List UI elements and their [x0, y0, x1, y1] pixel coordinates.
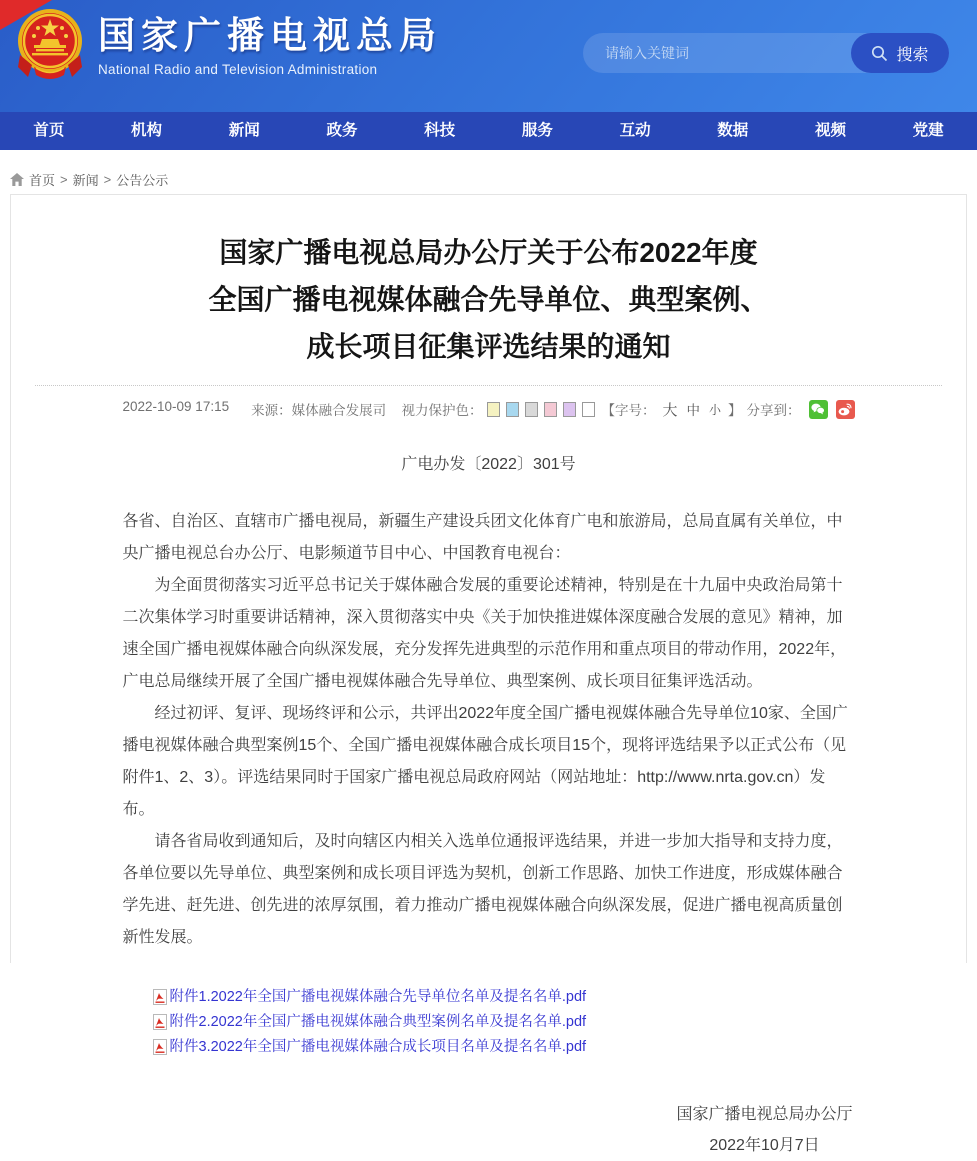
- site-title: 国家广播电视总局: [98, 15, 442, 56]
- main-nav: [0, 112, 977, 150]
- national-emblem-icon: [16, 7, 84, 81]
- eye-color-swatch-white[interactable]: [582, 402, 595, 417]
- search-bar: [583, 33, 949, 73]
- meta-left: [123, 399, 387, 419]
- pdf-icon: [153, 989, 167, 1005]
- attachment-link-2[interactable]: 附件2.2022年全国广播电视媒体融合典型案例名单及提名名单.pdf: [169, 1013, 587, 1030]
- breadcrumb-announcements[interactable]: 公告公示: [116, 172, 169, 188]
- breadcrumb: [0, 150, 977, 194]
- breadcrumb-home[interactable]: 首页: [29, 172, 56, 188]
- nav-item-video[interactable]: 视频: [814, 122, 846, 139]
- share-weibo-button[interactable]: [836, 400, 855, 419]
- nav-item-interact[interactable]: 互动: [619, 122, 651, 139]
- nav-item-data[interactable]: 数据: [717, 122, 749, 139]
- nav-item-gov[interactable]: 政务: [326, 122, 358, 139]
- nav-item-tech[interactable]: 科技: [424, 122, 456, 139]
- publish-time: 2022-10-09 17:15: [122, 399, 230, 414]
- weibo-icon: [838, 403, 852, 416]
- search-input[interactable]: [583, 33, 851, 73]
- font-size-label-close: 】: [728, 403, 742, 418]
- attachments-list: [153, 984, 855, 1059]
- site-header: [0, 0, 977, 112]
- title-line-2: 全国广播电视媒体融合先导单位、典型案例、: [208, 284, 769, 315]
- breadcrumb-separator: >: [103, 171, 112, 187]
- title-separator: [35, 385, 942, 386]
- pdf-icon: [153, 1014, 167, 1030]
- article-card: [10, 194, 967, 1154]
- nav-item-news[interactable]: 新闻: [228, 122, 260, 139]
- body-paragraph-1: 为全面贯彻落实习近平总书记关于媒体融合发展的重要论述精神，特别是在十九届中央政治局第十二次集体学习时重要讲话精神，深入贯彻落实中央《关于加快推进媒体深度融合发展的意见》精神，加速全国广播电视媒体融合向纵深发展，充分发挥先进典型的示范作用和重点项目的带动作用，2022年，广电总局继续开展了全国广播电视媒体融合先导单位、典型案例、成长项目征集评选活动。: [122, 577, 847, 690]
- article-meta-row: [123, 396, 855, 422]
- eye-color-swatch-pink[interactable]: [544, 402, 557, 417]
- share-label: 分享到：: [746, 403, 801, 418]
- site-subtitle-en: National Radio and Television Administration: [98, 62, 378, 77]
- nav-item-party[interactable]: 党建: [912, 122, 944, 139]
- font-size-label-open: 【字号：: [601, 403, 656, 418]
- eye-color-swatch-purple[interactable]: [563, 402, 576, 417]
- font-size-small[interactable]: 小: [708, 402, 721, 417]
- title-line-3: 成长项目征集评选结果的通知: [306, 331, 671, 362]
- font-size-medium[interactable]: 中: [686, 403, 700, 418]
- address-paragraph: 各省、自治区、直辖市广播电视局，新疆生产建设兵团文化体育广电和旅游局，总局直属有关单位，中央广播电视总台办公厅、电影频道节目中心、中国教育电视台：: [122, 513, 843, 562]
- search-icon: [871, 45, 888, 62]
- pdf-icon: [153, 1039, 167, 1055]
- breadcrumb-news[interactable]: 新闻: [72, 172, 99, 188]
- title-line-1: 国家广播电视总局办公厅关于公布2022年度: [219, 237, 758, 268]
- signature-org: 国家广播电视总局办公厅: [676, 1106, 853, 1123]
- signature-block: [123, 1099, 855, 1161]
- article-body: [123, 449, 855, 1161]
- eye-color-swatch-blue[interactable]: [506, 402, 519, 417]
- attachment-row-3: [153, 1034, 855, 1059]
- breadcrumb-separator: >: [60, 171, 68, 187]
- search-button-label: 搜索: [896, 46, 929, 64]
- share-wechat-button[interactable]: [809, 400, 828, 419]
- home-icon: [10, 173, 24, 186]
- doc-number: 广电办发〔2022〕301号: [401, 456, 576, 473]
- nav-item-agencies[interactable]: 机构: [131, 122, 163, 139]
- attachment-link-1[interactable]: 附件1.2022年全国广播电视媒体融合先导单位名单及提名名单.pdf: [169, 988, 587, 1005]
- search-button[interactable]: [851, 33, 949, 73]
- signature-date: 2022年10月7日: [709, 1137, 820, 1154]
- wechat-icon: [811, 403, 825, 415]
- body-paragraph-2: 经过初评、复评、现场终评和公示，共评出2022年度全国广播电视媒体融合先导单位10家、全国广播电视媒体融合典型案例15个、全国广播电视媒体融合成长项目15个，现将评选结果予以正式公布（见附件1、2、3）。评选结果同时于国家广播电视总局政府网站（网站地址：http://www.nrta.gov.cn）发布。: [122, 705, 848, 818]
- source: 来源：媒体融合发展司: [251, 403, 387, 418]
- body-paragraph-3: 请各省局收到通知后，及时向辖区内相关入选单位通报评选结果，并进一步加大指导和支持力度，各单位要以先导单位、典型案例和成长项目评选为契机，创新工作思路、加快工作进度，形成媒体融合学先进、赶先进、创先进的浓厚氛围，着力推动广播电视媒体融合向纵深发展，促进广播电视高质量创新性发展。: [122, 833, 843, 946]
- meta-right: [401, 399, 854, 420]
- nav-item-service[interactable]: 服务: [521, 122, 553, 139]
- nav-item-home[interactable]: 首页: [33, 122, 65, 139]
- eye-color-swatch-cream[interactable]: [487, 402, 500, 417]
- attachment-link-3[interactable]: 附件3.2022年全国广播电视媒体融合成长项目名单及提名名单.pdf: [169, 1038, 587, 1055]
- eye-color-swatch-gray[interactable]: [525, 402, 538, 417]
- eye-protect-label: 视力保护色：: [401, 403, 483, 418]
- page-title: [71, 229, 906, 370]
- site-logo[interactable]: [16, 7, 442, 81]
- font-size-large[interactable]: 大: [662, 401, 678, 419]
